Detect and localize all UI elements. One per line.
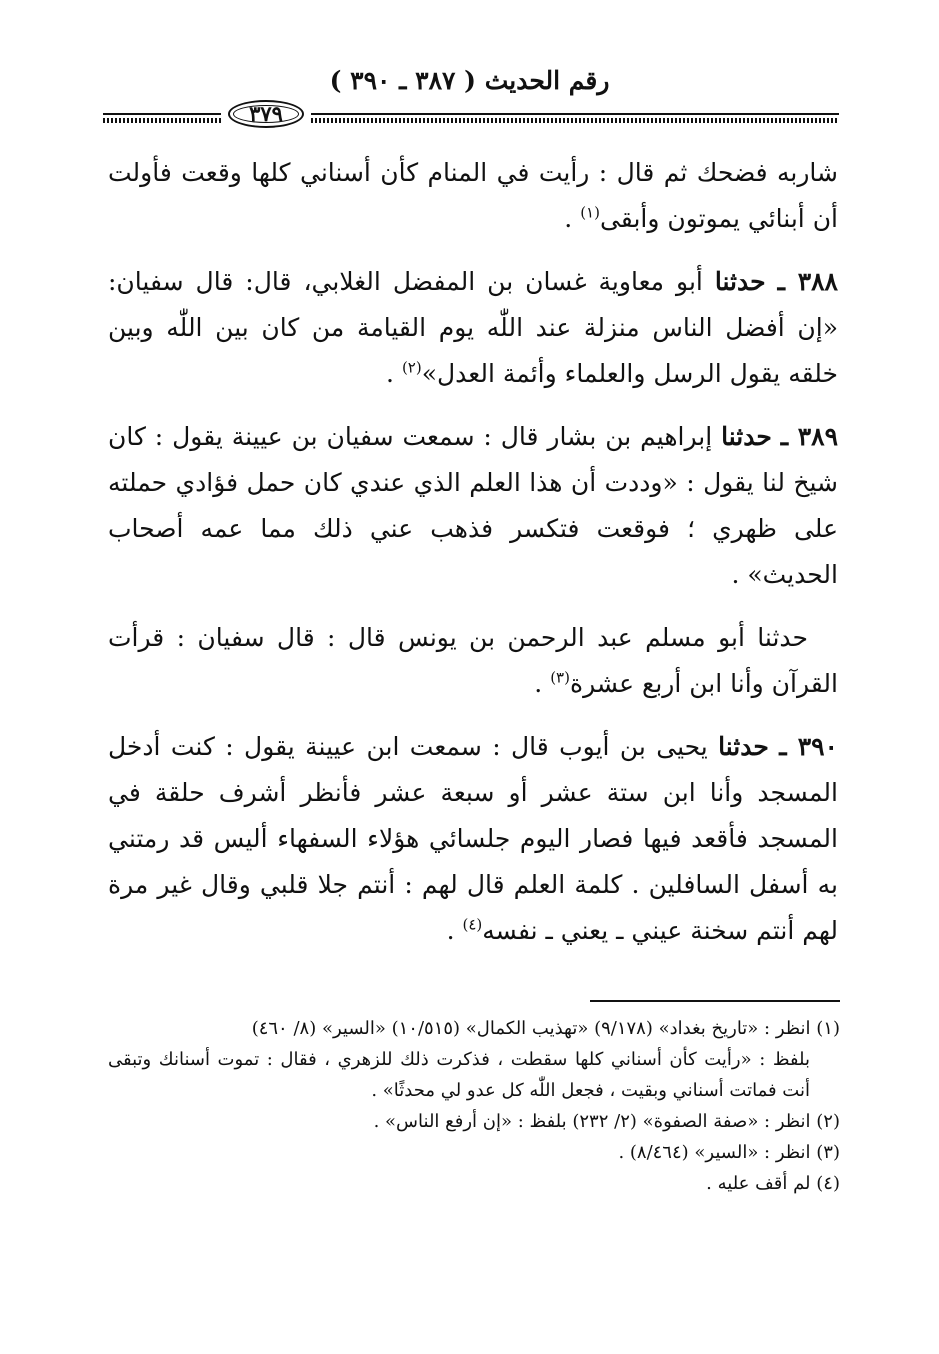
running-head-title: رقم الحديث ( ٣٨٧ ـ ٣٩٠ ) — [329, 66, 610, 95]
hadith-text: إبراهيم بن بشار قال : سمعت سفيان بن عيينة يقول : كان شيخ لنا يقول : «وددت أن هذا العلم الذي عندي كان حمل فؤادي حملته على ظهري ؛ فوقعت فتكسر فذهب عني ذلك مما عمه أصحاب الحديث» . — [108, 422, 838, 589]
paragraph-end: . — [446, 916, 463, 945]
footnotes — [108, 1013, 840, 1199]
paragraph-continuation — [108, 150, 838, 242]
hadith-text: يحيى بن أيوب قال : سمعت ابن عيينة يقول : كنت أدخل المسجد وأنا ابن ستة عشر أو سبعة عشر فأنظر أشرف حلقة في المسجد فأقعد فيها فصار اليوم جلسائي هؤلاء السفهاء أليس قد رمتني به أسفل السافلين . كلمة العلم قال لهم : أنتم جلا قلبي وقال غير مرة لهم أنتم سخنة عيني ـ يعني ـ نفسه — [108, 732, 838, 945]
footnote-ref-3[interactable]: (٣) — [550, 668, 570, 687]
footnote-ref-1[interactable]: (١) — [580, 203, 600, 222]
hadith-keyword: حدثنا — [718, 732, 769, 761]
hadith-388 — [108, 259, 838, 397]
main-text — [108, 150, 838, 971]
footnote-ref-4[interactable]: (٤) — [462, 915, 483, 934]
footnote-1-continuation: بلفظ : «رأيت كأن أسناني كلها سقطت ، فذكرت ذلك للزهري ، فقال : تموت أسنانك وتبقى أنت فماتت أسناني وبقيت ، فجعل اللّٰه كل عدو لي محدثًا» . — [108, 1049, 810, 1101]
header-rule-right — [311, 113, 839, 115]
hadith-389 — [108, 414, 838, 598]
hadith-number: ٣٨٨ ـ — [777, 267, 838, 296]
footnote-1: (١) انظر : «تاريخ بغداد» (٩/١٧٨) «تهذيب الكمال» (١٠/٥١٥) «السير» (٨/ ٤٦٠) — [251, 1018, 840, 1039]
footnote-4: (٤) لم أقف عليه . — [706, 1173, 840, 1194]
footnote-ref-2[interactable]: (٢) — [401, 358, 422, 377]
narration-abu-muslim — [108, 615, 838, 707]
header-ornament — [103, 100, 839, 130]
hadith-text: أبو معاوية غسان بن المفضل الغلابي، قال: قال سفيان: «إن أفضل الناس منزلة عند اللّٰه يوم القيامة من كان بين اللّٰه وبين خلقه يقول الرسل والعلماء وأئمة العدل» — [108, 267, 838, 388]
hadith-number: ٣٩٠ ـ — [779, 732, 838, 761]
footnote-2: (٢) انظر : «صفة الصفوة» (٢/ ٢٣٢) بلفظ : «إن أرفع الناس» . — [373, 1111, 840, 1132]
header-rule-left — [103, 113, 221, 115]
footnote-3: (٣) انظر : «السير» (٨/٤٦٤) . — [618, 1142, 840, 1163]
paragraph-end: . — [386, 359, 402, 388]
page-number-badge — [228, 100, 304, 128]
paragraph-end: . — [564, 204, 581, 233]
page-number: ٣٧٩ — [249, 101, 283, 126]
paragraph-text: شاربه فضحك ثم قال : رأيت في المنام كأن أسناني كلها وقعت فأولت أن أبنائي يموتون وأبقى — [108, 158, 838, 233]
hadith-keyword: حدثنا — [714, 267, 766, 296]
paragraph-end: . — [534, 669, 551, 698]
paragraph-text: حدثنا أبو مسلم عبد الرحمن بن يونس قال : قال سفيان : قرأت القرآن وأنا ابن أربع عشرة — [108, 623, 838, 698]
hadith-number: ٣٨٩ ـ — [780, 422, 839, 451]
footnote-separator — [590, 1000, 840, 1002]
hadith-390 — [108, 724, 838, 954]
hadith-keyword: حدثنا — [721, 422, 772, 451]
